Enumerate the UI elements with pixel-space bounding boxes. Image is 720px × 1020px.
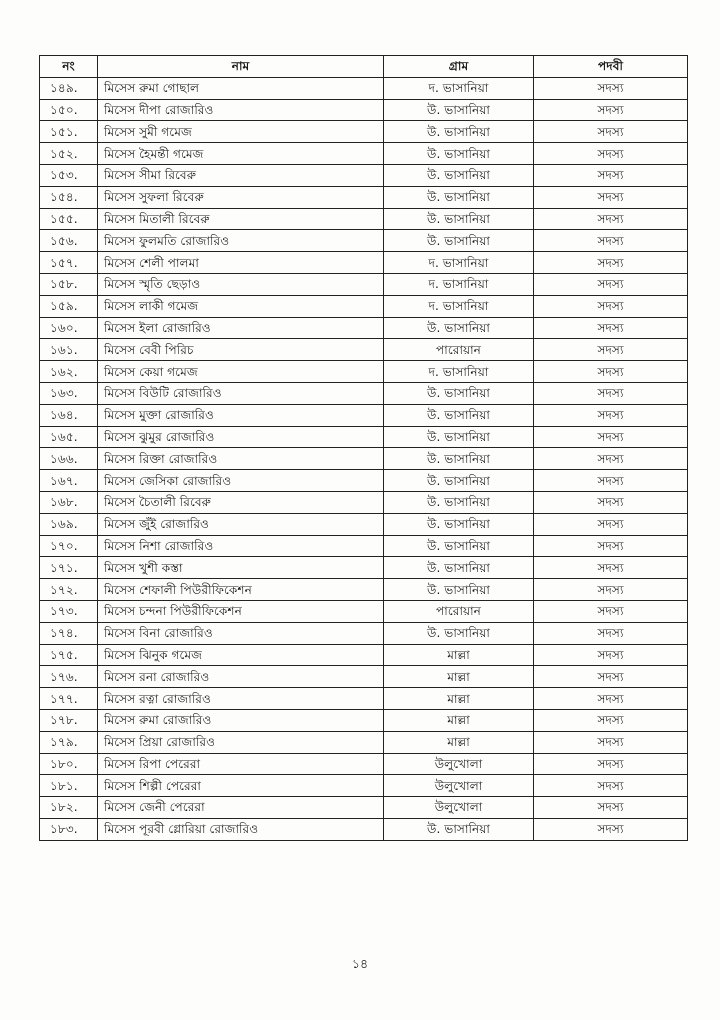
- village-name: মাল্লা: [384, 709, 534, 731]
- member-name: মিসেস শিল্পী পেরেরা: [98, 775, 384, 797]
- table-row: [40, 295, 688, 317]
- table-row: [40, 535, 688, 557]
- table-row: [40, 513, 688, 535]
- member-name: মিসেস দীপা রোজারিও: [98, 99, 384, 121]
- village-name: উ. ভাসানিয়া: [384, 818, 534, 840]
- village-name: মাল্লা: [384, 731, 534, 753]
- member-position: সদস্য: [534, 404, 688, 426]
- table-row: [40, 404, 688, 426]
- member-position: সদস্য: [534, 709, 688, 731]
- member-position: সদস্য: [534, 143, 688, 165]
- member-position: সদস্য: [534, 797, 688, 819]
- village-name: দ. ভাসানিয়া: [384, 252, 534, 274]
- member-position: সদস্য: [534, 317, 688, 339]
- member-position: সদস্য: [534, 121, 688, 143]
- row-number: ১৪৯.: [40, 77, 98, 99]
- row-number: ১৭৫.: [40, 644, 98, 666]
- table-row: [40, 273, 688, 295]
- row-number: ১৬৪.: [40, 404, 98, 426]
- member-position: সদস্য: [534, 579, 688, 601]
- row-number: ১৬১.: [40, 339, 98, 361]
- member-name: মিসেস ফুলমতি রোজারিও: [98, 230, 384, 252]
- row-number: ১৭২.: [40, 579, 98, 601]
- member-name: মিসেস জুঁই রোজারিও: [98, 513, 384, 535]
- member-position: সদস্য: [534, 775, 688, 797]
- table-row: [40, 491, 688, 513]
- table-row: [40, 426, 688, 448]
- member-position: সদস্য: [534, 535, 688, 557]
- member-position: সদস্য: [534, 339, 688, 361]
- member-position: সদস্য: [534, 470, 688, 492]
- table-row: [40, 600, 688, 622]
- member-name: মিসেস রুমা রোজারিও: [98, 709, 384, 731]
- village-name: উ. ভাসানিয়া: [384, 491, 534, 513]
- member-name: মিসেস চৈতালী রিবেরু: [98, 491, 384, 513]
- member-position: সদস্য: [534, 513, 688, 535]
- village-name: উ. ভাসানিয়া: [384, 622, 534, 644]
- village-name: মাল্লা: [384, 644, 534, 666]
- village-name: উ. ভাসানিয়া: [384, 143, 534, 165]
- member-name: মিসেস নিশা রোজারিও: [98, 535, 384, 557]
- header-village: গ্রাম: [384, 56, 534, 78]
- member-table: [39, 55, 688, 841]
- member-name: মিসেস বেবী পিরিচ: [98, 339, 384, 361]
- member-name: মিসেস জেনী পেরেরা: [98, 797, 384, 819]
- member-position: সদস্য: [534, 164, 688, 186]
- row-number: ১৮০.: [40, 753, 98, 775]
- row-number: ১৫৪.: [40, 186, 98, 208]
- member-position: সদস্য: [534, 230, 688, 252]
- member-position: সদস্য: [534, 295, 688, 317]
- member-list-sheet: [39, 55, 687, 841]
- village-name: উ. ভাসানিয়া: [384, 535, 534, 557]
- member-name: মিসেস কেয়া গমেজ: [98, 361, 384, 383]
- member-position: সদস্য: [534, 731, 688, 753]
- village-name: দ. ভাসানিয়া: [384, 295, 534, 317]
- member-name: মিসেস ঝিনুক গমেজ: [98, 644, 384, 666]
- member-position: সদস্য: [534, 753, 688, 775]
- row-number: ১৬৭.: [40, 470, 98, 492]
- village-name: উ. ভাসানিয়া: [384, 164, 534, 186]
- row-number: ১৭৮.: [40, 709, 98, 731]
- member-position: সদস্য: [534, 666, 688, 688]
- member-name: মিসেস খুশী কস্তা: [98, 557, 384, 579]
- table-row: [40, 753, 688, 775]
- member-position: সদস্য: [534, 448, 688, 470]
- member-position: সদস্য: [534, 361, 688, 383]
- member-name: মিসেস চন্দনা পিউরীফিকেশন: [98, 600, 384, 622]
- village-name: উ. ভাসানিয়া: [384, 448, 534, 470]
- member-position: সদস্য: [534, 426, 688, 448]
- village-name: দ. ভাসানিয়া: [384, 361, 534, 383]
- village-name: দ. ভাসানিয়া: [384, 77, 534, 99]
- table-row: [40, 622, 688, 644]
- row-number: ১৬২.: [40, 361, 98, 383]
- village-name: উ. ভাসানিয়া: [384, 404, 534, 426]
- member-name: মিসেস মিতালী রিবেরু: [98, 208, 384, 230]
- table-row: [40, 775, 688, 797]
- member-name: মিসেস সুমী গমেজ: [98, 121, 384, 143]
- village-name: উ. ভাসানিয়া: [384, 513, 534, 535]
- village-name: মাল্লা: [384, 688, 534, 710]
- row-number: ১৬৫.: [40, 426, 98, 448]
- member-name: মিসেস হৈমন্তী গমেজ: [98, 143, 384, 165]
- member-name: মিসেস মুক্তা রোজারিও: [98, 404, 384, 426]
- table-row: [40, 382, 688, 404]
- table-row: [40, 143, 688, 165]
- table-row: [40, 818, 688, 840]
- member-position: সদস্য: [534, 252, 688, 274]
- member-position: সদস্য: [534, 77, 688, 99]
- row-number: ১৮১.: [40, 775, 98, 797]
- row-number: ১৭১.: [40, 557, 98, 579]
- member-position: সদস্য: [534, 208, 688, 230]
- village-name: উ. ভাসানিয়া: [384, 230, 534, 252]
- table-row: [40, 688, 688, 710]
- table-row: [40, 797, 688, 819]
- village-name: উ. ভাসানিয়া: [384, 186, 534, 208]
- village-name: পারোয়ান: [384, 339, 534, 361]
- member-name: মিসেস জেসিকা রোজারিও: [98, 470, 384, 492]
- member-name: মিসেস সুফলা রিবেরু: [98, 186, 384, 208]
- row-number: ১৬৯.: [40, 513, 98, 535]
- row-number: ১৫২.: [40, 143, 98, 165]
- table-row: [40, 208, 688, 230]
- table-row: [40, 252, 688, 274]
- member-position: সদস্য: [534, 99, 688, 121]
- member-position: সদস্য: [534, 491, 688, 513]
- member-position: সদস্য: [534, 382, 688, 404]
- table-row: [40, 99, 688, 121]
- row-number: ১৭৪.: [40, 622, 98, 644]
- member-name: মিসেস রুমা গোছাল: [98, 77, 384, 99]
- table-row: [40, 470, 688, 492]
- row-number: ১৫৭.: [40, 252, 98, 274]
- table-row: [40, 77, 688, 99]
- table-row: [40, 579, 688, 601]
- table-row: [40, 709, 688, 731]
- village-name: উ. ভাসানিয়া: [384, 426, 534, 448]
- member-position: সদস্য: [534, 818, 688, 840]
- table-row: [40, 731, 688, 753]
- village-name: উ. ভাসানিয়া: [384, 317, 534, 339]
- row-number: ১৫৫.: [40, 208, 98, 230]
- member-position: সদস্য: [534, 600, 688, 622]
- table-row: [40, 666, 688, 688]
- member-name: মিসেস রনা রোজারিও: [98, 666, 384, 688]
- row-number: ১৬০.: [40, 317, 98, 339]
- member-name: মিসেস স্মৃতি ছেড়াও: [98, 273, 384, 295]
- row-number: ১৫৬.: [40, 230, 98, 252]
- village-name: পারোয়ান: [384, 600, 534, 622]
- member-position: সদস্য: [534, 273, 688, 295]
- member-name: মিসেস পূরবী গ্লোরিয়া রোজারিও: [98, 818, 384, 840]
- table-row: [40, 361, 688, 383]
- row-number: ১৭৩.: [40, 600, 98, 622]
- village-name: উ. ভাসানিয়া: [384, 470, 534, 492]
- village-name: মাল্লা: [384, 666, 534, 688]
- table-row: [40, 121, 688, 143]
- member-name: মিসেস শেফালী পিউরীফিকেশন: [98, 579, 384, 601]
- village-name: উলুখোলা: [384, 797, 534, 819]
- village-name: উ. ভাসানিয়া: [384, 121, 534, 143]
- row-number: ১৭৬.: [40, 666, 98, 688]
- village-name: উ. ভাসানিয়া: [384, 382, 534, 404]
- table-row: [40, 557, 688, 579]
- header-position: পদবী: [534, 56, 688, 78]
- member-position: সদস্য: [534, 688, 688, 710]
- member-name: মিসেস রিপা পেরেরা: [98, 753, 384, 775]
- member-name: মিসেস বিউটি রোজারিও: [98, 382, 384, 404]
- row-number: ১৮২.: [40, 797, 98, 819]
- member-name: মিসেস বিনা রোজারিও: [98, 622, 384, 644]
- member-name: মিসেস রিক্তা রোজারিও: [98, 448, 384, 470]
- table-row: [40, 230, 688, 252]
- village-name: উ. ভাসানিয়া: [384, 579, 534, 601]
- village-name: উ. ভাসানিয়া: [384, 208, 534, 230]
- member-position: সদস্য: [534, 622, 688, 644]
- table-row: [40, 339, 688, 361]
- table-row: [40, 317, 688, 339]
- member-name: মিসেস রত্না রোজারিও: [98, 688, 384, 710]
- member-name: মিসেস ইলা রোজারিও: [98, 317, 384, 339]
- row-number: ১৫০.: [40, 99, 98, 121]
- table-row: [40, 186, 688, 208]
- page-number: ১৪: [351, 956, 369, 971]
- header-name: নাম: [98, 56, 384, 78]
- table-header-row: [40, 56, 688, 78]
- row-number: ১৭০.: [40, 535, 98, 557]
- table-row: [40, 164, 688, 186]
- row-number: ১৬৮.: [40, 491, 98, 513]
- village-name: উ. ভাসানিয়া: [384, 99, 534, 121]
- row-number: ১৭৯.: [40, 731, 98, 753]
- village-name: উলুখোলা: [384, 775, 534, 797]
- member-name: মিসেস সীমা রিবেরু: [98, 164, 384, 186]
- row-number: ১৮৩.: [40, 818, 98, 840]
- village-name: উ. ভাসানিয়া: [384, 557, 534, 579]
- row-number: ১৫১.: [40, 121, 98, 143]
- member-position: সদস্য: [534, 557, 688, 579]
- row-number: ১৫৩.: [40, 164, 98, 186]
- member-name: মিসেস শেলী পালমা: [98, 252, 384, 274]
- member-name: মিসেস প্রিয়া রোজারিও: [98, 731, 384, 753]
- table-row: [40, 448, 688, 470]
- village-name: দ. ভাসানিয়া: [384, 273, 534, 295]
- village-name: উলুখোলা: [384, 753, 534, 775]
- row-number: ১৫৮.: [40, 273, 98, 295]
- header-no: নং: [40, 56, 98, 78]
- row-number: ১৭৭.: [40, 688, 98, 710]
- member-position: সদস্য: [534, 186, 688, 208]
- member-name: মিসেস ঝুমুর রোজারিও: [98, 426, 384, 448]
- table-row: [40, 644, 688, 666]
- member-position: সদস্য: [534, 644, 688, 666]
- row-number: ১৬৬.: [40, 448, 98, 470]
- row-number: ১৫৯.: [40, 295, 98, 317]
- row-number: ১৬৩.: [40, 382, 98, 404]
- member-name: মিসেস লাকী গমেজ: [98, 295, 384, 317]
